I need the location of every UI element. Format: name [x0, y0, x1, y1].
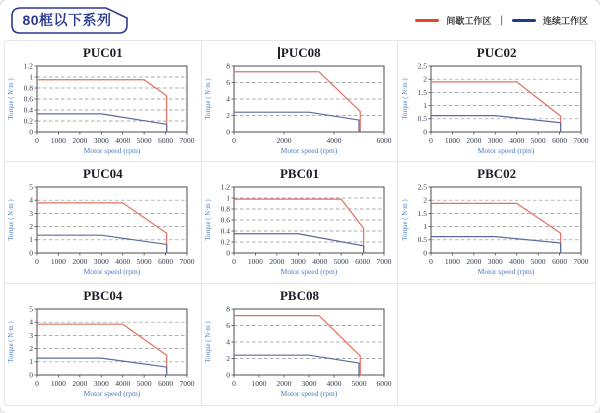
chart-pbc04 [5, 304, 201, 404]
svg-text:6000: 6000 [376, 136, 392, 145]
svg-text:Motor speed (rpm): Motor speed (rpm) [83, 388, 141, 398]
svg-text:1: 1 [422, 101, 427, 110]
svg-text:2.5: 2.5 [417, 61, 427, 71]
svg-text:0.8: 0.8 [23, 83, 33, 93]
chart-title-text: PUC08 [280, 45, 321, 60]
chart-title-text: PBC02 [477, 166, 517, 182]
svg-text:2: 2 [225, 353, 230, 363]
svg-text:1000: 1000 [50, 257, 66, 267]
svg-text:4000: 4000 [115, 378, 131, 388]
chart-grid [4, 40, 596, 406]
svg-text:Torque ( N·m ): Torque ( N·m ) [8, 321, 15, 363]
svg-text:1: 1 [225, 193, 230, 203]
svg-text:0.8: 0.8 [220, 204, 230, 214]
chart-title [398, 44, 595, 61]
svg-text:0: 0 [231, 136, 236, 145]
svg-text:1000: 1000 [444, 136, 460, 145]
svg-text:0: 0 [35, 257, 39, 267]
chart-puc01 [5, 61, 201, 161]
svg-text:2000: 2000 [72, 378, 88, 388]
svg-text:6: 6 [225, 320, 230, 330]
svg-text:6: 6 [225, 77, 230, 87]
svg-text:4000: 4000 [115, 257, 131, 267]
svg-text:2000: 2000 [72, 257, 88, 267]
svg-text:8: 8 [225, 304, 230, 314]
svg-text:5000: 5000 [136, 257, 152, 267]
legend-separator: | [500, 14, 503, 26]
svg-text:5000: 5000 [530, 136, 546, 145]
svg-text:2000: 2000 [269, 257, 285, 267]
svg-text:3: 3 [29, 209, 33, 219]
svg-text:5000: 5000 [530, 257, 546, 267]
svg-text:7000: 7000 [179, 378, 195, 388]
svg-text:4000: 4000 [326, 136, 342, 145]
chart-cell-pbc04 [5, 284, 202, 405]
svg-text:4000: 4000 [311, 257, 327, 267]
svg-text:1: 1 [29, 356, 33, 366]
svg-text:0.5: 0.5 [417, 235, 427, 245]
svg-text:Torque ( N·m ): Torque ( N·m ) [204, 199, 212, 241]
svg-text:1000: 1000 [251, 378, 267, 388]
chart-pbc01 [202, 182, 398, 282]
svg-text:2000: 2000 [276, 378, 292, 388]
svg-text:8: 8 [225, 61, 230, 71]
chart-cell-puc08 [202, 41, 399, 162]
svg-text:Motor speed (rpm): Motor speed (rpm) [280, 267, 337, 277]
svg-text:2: 2 [29, 343, 33, 353]
svg-text:3000: 3000 [487, 136, 503, 145]
chart-title [5, 44, 201, 61]
page-header [0, 0, 600, 40]
svg-text:3000: 3000 [301, 378, 317, 388]
svg-text:1000: 1000 [444, 257, 460, 267]
svg-text:2: 2 [422, 74, 427, 84]
svg-text:6000: 6000 [551, 257, 567, 267]
svg-text:3: 3 [29, 330, 33, 340]
svg-text:1: 1 [29, 235, 33, 245]
svg-text:5000: 5000 [351, 378, 367, 388]
chart-title [398, 165, 595, 182]
svg-text:Motor speed (rpm): Motor speed (rpm) [477, 267, 534, 277]
svg-text:0: 0 [422, 127, 427, 137]
chart-cell-puc01 [5, 41, 202, 162]
svg-text:6000: 6000 [354, 257, 370, 267]
svg-text:2: 2 [29, 222, 33, 232]
svg-text:0: 0 [29, 248, 33, 258]
svg-text:1: 1 [422, 222, 427, 232]
svg-text:Torque ( N·m ): Torque ( N·m ) [204, 78, 212, 120]
svg-text:6000: 6000 [551, 136, 567, 145]
svg-text:0: 0 [231, 257, 236, 267]
svg-text:4000: 4000 [508, 136, 524, 145]
svg-text:1.2: 1.2 [23, 61, 33, 71]
svg-text:3000: 3000 [290, 257, 306, 267]
chart-cell-puc02 [398, 41, 595, 162]
intermittent-line-swatch [415, 19, 439, 22]
chart-title [202, 165, 398, 182]
chart-pbc08 [202, 304, 398, 404]
svg-text:1.5: 1.5 [417, 209, 427, 219]
svg-text:Motor speed (rpm): Motor speed (rpm) [83, 267, 141, 277]
svg-text:3000: 3000 [93, 136, 109, 145]
svg-text:5000: 5000 [136, 378, 152, 388]
svg-text:0: 0 [231, 378, 236, 388]
svg-text:0: 0 [422, 248, 427, 258]
svg-text:1.2: 1.2 [220, 182, 230, 192]
svg-text:Motor speed (rpm): Motor speed (rpm) [280, 388, 337, 398]
chart-title-text: PBC01 [279, 166, 319, 182]
chart-puc02 [399, 61, 595, 161]
svg-text:Torque ( N·m ): Torque ( N·m ) [8, 199, 15, 241]
chart-cell-pbc02 [398, 162, 595, 283]
svg-text:0: 0 [29, 127, 33, 137]
svg-text:2: 2 [225, 110, 230, 120]
svg-text:6000: 6000 [158, 136, 174, 145]
chart-title-text: PUC04 [82, 166, 123, 182]
svg-text:Motor speed (rpm): Motor speed (rpm) [280, 146, 337, 155]
svg-text:7000: 7000 [376, 257, 392, 267]
continuous-line-swatch [512, 19, 536, 22]
svg-text:1.5: 1.5 [417, 87, 427, 97]
svg-text:1000: 1000 [50, 378, 66, 388]
series-badge[interactable] [10, 6, 130, 35]
svg-text:0.2: 0.2 [23, 116, 33, 126]
chart-puc08 [202, 61, 398, 161]
svg-text:0.4: 0.4 [23, 105, 33, 115]
svg-text:7000: 7000 [573, 136, 589, 145]
chart-pbc02 [399, 182, 595, 282]
svg-text:1: 1 [29, 72, 33, 82]
svg-text:Torque ( N·m ): Torque ( N·m ) [204, 321, 212, 363]
svg-text:5: 5 [29, 182, 33, 192]
svg-text:1000: 1000 [50, 136, 66, 145]
svg-text:5000: 5000 [136, 136, 152, 145]
svg-text:7000: 7000 [179, 257, 195, 267]
svg-text:0.4: 0.4 [220, 226, 230, 236]
chart-title-text: PUC02 [476, 45, 517, 60]
svg-text:0: 0 [428, 257, 433, 267]
svg-text:2000: 2000 [276, 136, 292, 145]
svg-text:0: 0 [225, 370, 230, 380]
svg-text:2000: 2000 [466, 136, 482, 145]
chart-legend [415, 14, 588, 27]
svg-text:2.5: 2.5 [417, 182, 427, 192]
svg-text:6000: 6000 [158, 257, 174, 267]
svg-text:4: 4 [225, 337, 230, 347]
svg-text:4: 4 [225, 94, 230, 104]
chart-cell-pbc01 [202, 162, 399, 283]
svg-text:1000: 1000 [247, 257, 263, 267]
svg-text:3000: 3000 [93, 257, 109, 267]
svg-text:2000: 2000 [466, 257, 482, 267]
svg-text:2000: 2000 [72, 136, 88, 145]
svg-text:0: 0 [428, 136, 433, 145]
chart-title-text: PUC01 [82, 45, 123, 60]
svg-text:Torque ( N·m ): Torque ( N·m ) [8, 78, 15, 120]
continuous-legend-label: 连续工作区 [542, 15, 588, 26]
series-badge-label: 80框以下系列 [22, 11, 112, 28]
svg-text:0: 0 [29, 370, 33, 380]
svg-text:6000: 6000 [376, 378, 392, 388]
empty-cell [398, 284, 595, 405]
svg-text:3000: 3000 [93, 378, 109, 388]
svg-text:4: 4 [29, 317, 33, 327]
svg-text:0: 0 [35, 378, 39, 388]
svg-text:Motor speed (rpm): Motor speed (rpm) [83, 146, 141, 155]
chart-title [202, 287, 398, 304]
svg-text:Torque ( N·m ): Torque ( N·m ) [401, 199, 409, 241]
chart-title-text: PBC08 [279, 287, 319, 303]
chart-title-text: PBC04 [83, 287, 123, 303]
svg-text:4000: 4000 [326, 378, 342, 388]
svg-text:0: 0 [225, 248, 230, 258]
chart-title [202, 44, 398, 61]
svg-text:3000: 3000 [487, 257, 503, 267]
chart-cell-pbc08 [202, 284, 399, 405]
svg-text:2: 2 [422, 195, 427, 205]
svg-text:0.2: 0.2 [220, 237, 230, 247]
svg-text:0: 0 [225, 127, 230, 137]
svg-text:Motor speed (rpm): Motor speed (rpm) [477, 146, 534, 155]
svg-text:4: 4 [29, 195, 33, 205]
chart-puc04 [5, 182, 201, 282]
svg-text:6000: 6000 [158, 378, 174, 388]
chart-title [5, 287, 201, 304]
svg-text:0.6: 0.6 [23, 94, 33, 104]
intermittent-legend-label: 间歇工作区 [446, 15, 492, 26]
svg-text:0.5: 0.5 [417, 114, 427, 124]
chart-cell-puc04 [5, 162, 202, 283]
svg-text:4000: 4000 [115, 136, 131, 145]
svg-text:5: 5 [29, 304, 33, 314]
svg-text:7000: 7000 [179, 136, 195, 145]
svg-text:7000: 7000 [573, 257, 589, 267]
text-caret-icon [278, 47, 280, 59]
svg-text:0.6: 0.6 [220, 215, 230, 225]
chart-title [5, 165, 201, 182]
svg-text:0: 0 [35, 136, 39, 145]
svg-text:Torque ( N·m ): Torque ( N·m ) [401, 78, 409, 120]
svg-text:5000: 5000 [333, 257, 349, 267]
svg-text:4000: 4000 [508, 257, 524, 267]
